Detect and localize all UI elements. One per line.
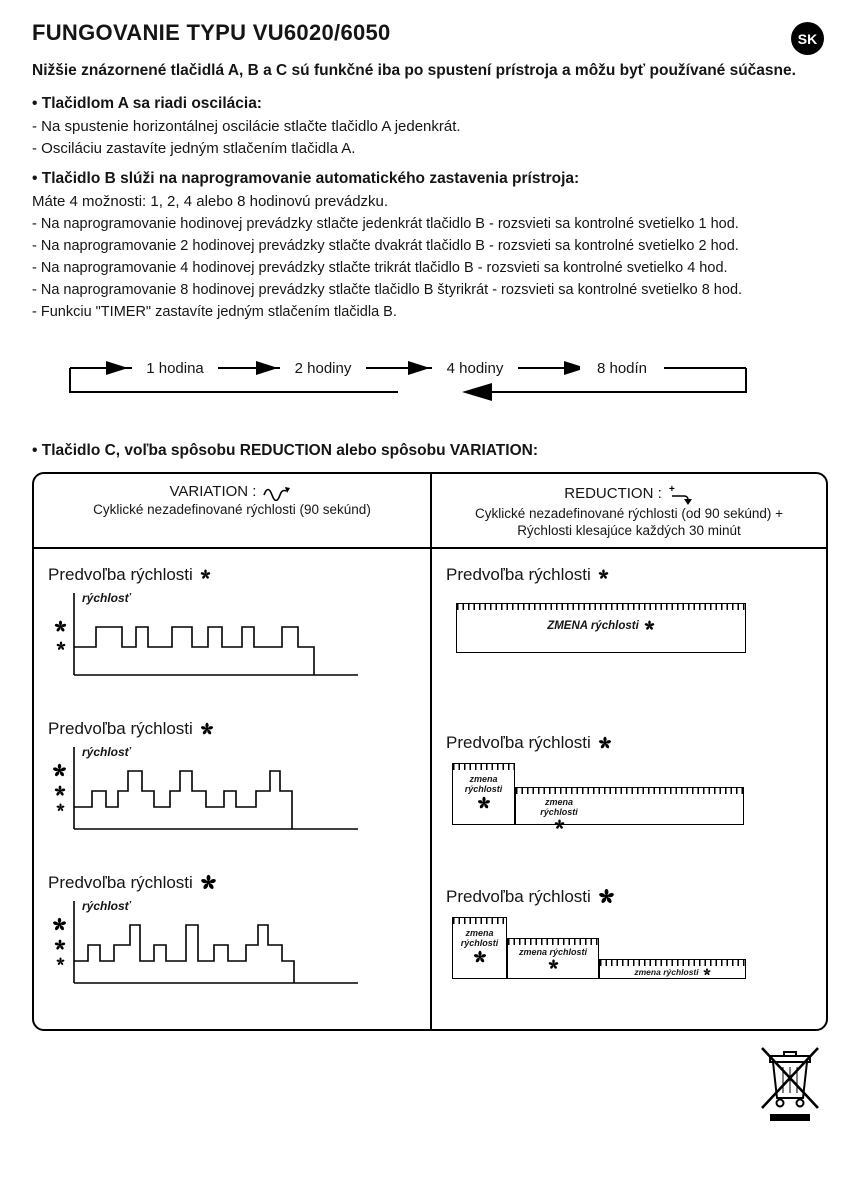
zone-box	[452, 917, 507, 979]
reduction-subtitle: Cyklické nezadefinované rýchlosti (od 90 sekúnd) +	[474, 505, 784, 521]
page-title: FUNGOVANIE TYPU VU6020/6050	[32, 20, 391, 45]
reduction-row-1	[432, 557, 826, 711]
fan-icon	[477, 796, 491, 810]
zone-box	[599, 959, 746, 979]
section-a-line: - Osciláciu zastavíte jedným stlačením tlačidla A.	[32, 140, 356, 158]
speed-change-comb	[516, 788, 743, 794]
speed-change-comb	[453, 918, 506, 924]
zone-label: zmena rýchlosti	[600, 967, 745, 977]
reduction-diagram	[452, 917, 812, 979]
fan-icon	[54, 785, 65, 796]
fan-icon	[200, 569, 211, 580]
section-b-line: - Na naprogramovanie 2 hodinovej prevádzky stlačte dvakrát tlačidlo B - rozsvieti sa kontrolné svetielko 2 hod.	[32, 237, 739, 254]
axis-label: rýchlosť	[82, 590, 131, 605]
speed-preset-label: Predvoľba rýchlosti	[48, 719, 430, 739]
variation-row-2	[34, 711, 430, 865]
variation-title: VARIATION :	[169, 483, 257, 501]
fan-icon	[473, 950, 487, 964]
speed-change-comb	[453, 764, 514, 770]
section-b-line: - Na naprogramovanie 8 hodinovej prevádzky stlačte tlačidlo B štyrikrát - rozsvieti sa kontrolné svetielko 8 hod.	[32, 281, 743, 298]
zone-box	[452, 763, 515, 825]
timer-cycle-diagram	[58, 352, 758, 406]
timer-label: 4 hodiny	[446, 359, 504, 377]
fan-icon	[598, 736, 612, 750]
speed-change-comb	[457, 604, 745, 610]
fan-icon	[703, 968, 711, 976]
speed-change-comb	[508, 939, 598, 945]
section-a-line: - Na spustenie horizontálnej oscilácie stlačte tlačidlo A jedenkrát.	[32, 118, 461, 136]
section-b-intro: Máte 4 možnosti: 1, 2, 4 alebo 8 hodinovú prevádzku.	[32, 192, 389, 210]
section-a-heading: • Tlačidlom A sa riadi oscilácia:	[32, 95, 262, 113]
fan-icon	[56, 641, 65, 650]
fan-icon	[54, 939, 65, 950]
speed-waveform	[74, 771, 292, 829]
fan-icon	[554, 819, 565, 830]
fan-icon	[56, 957, 64, 965]
mode-comparison-table	[32, 472, 828, 1031]
zone-box	[515, 787, 744, 825]
fan-icon	[53, 764, 67, 777]
arrow-left-icon	[462, 383, 492, 401]
fan-icon	[598, 888, 615, 905]
zone-label: zmena rýchlosti	[453, 774, 514, 810]
speed-chart	[48, 589, 368, 689]
zone-label: zmena rýchlosti	[508, 947, 598, 970]
variation-row-3	[34, 865, 430, 1019]
zone-label: zmena rýchlosti	[453, 928, 506, 964]
timer-label: 8 hodín	[596, 359, 648, 377]
section-b-line: - Na naprogramovanie 4 hodinovej prevádzky stlačte trikrát tlačidlo B - rozsvieti sa kontrolné svetielko 4 hod.	[32, 259, 728, 276]
speed-preset-label: Predvoľba rýchlosti	[48, 565, 430, 585]
speed-change-comb	[600, 960, 745, 966]
zone-box	[456, 603, 746, 653]
variation-row-1	[34, 557, 430, 711]
reduction-header	[430, 474, 826, 549]
speed-preset-label: Predvoľba rýchlosti	[48, 873, 430, 893]
reduction-diagram	[452, 763, 812, 825]
axis-label: rýchlosť	[82, 744, 131, 759]
fan-icon	[548, 959, 559, 970]
fan-icon	[56, 803, 64, 811]
timer-label: 1 hodina	[146, 359, 204, 377]
wave-arrow-icon	[262, 483, 294, 501]
variation-subtitle: Cyklické nezadefinované rýchlosti (90 sekúnd)	[93, 501, 371, 517]
timer-label: 2 hodiny	[294, 359, 352, 377]
reduction-row-3	[432, 865, 826, 1019]
section-b-line: - Na naprogramovanie hodinovej prevádzky stlačte jedenkrát tlačidlo B - rozsvieti sa kontrolné svetielko 1 hod.	[32, 215, 739, 232]
speed-waveform	[74, 925, 294, 983]
fan-icon	[200, 874, 217, 891]
speed-waveform	[74, 627, 314, 675]
zone-label: ZMENA rýchlosti	[457, 620, 745, 632]
reduction-column	[430, 549, 826, 1029]
intro-paragraph: Nižšie znázornené tlačidlá A, B a C sú funkčné iba po spustení prístroja a môžu byť používané súčasne.	[32, 62, 796, 79]
reduction-diagram	[452, 601, 812, 653]
reduction-subtitle: Rýchlosti klesajúce každých 30 minút	[517, 523, 741, 539]
fan-icon	[644, 620, 655, 631]
language-badge: SK	[791, 22, 824, 55]
reduction-row-2	[432, 711, 826, 865]
section-c-heading: • Tlačidlo C, voľba spôsobu REDUCTION alebo spôsobu VARIATION:	[32, 441, 538, 459]
fan-icon	[53, 918, 67, 931]
section-b-line: - Funkciu "TIMER" zastavíte jedným stlačením tlačidla B.	[32, 303, 397, 320]
fan-icon	[200, 722, 214, 736]
speed-preset-label: Predvoľba rýchlosti	[446, 887, 826, 907]
section-b-heading: • Tlačidlo B slúži na naprogramovanie automatického zastavenia prístroja:	[32, 169, 580, 187]
crossed-out-wheelie-bin-icon	[758, 1042, 822, 1126]
weee-black-bar	[770, 1114, 810, 1121]
svg-text:+: +	[668, 483, 675, 495]
speed-chart	[48, 897, 368, 997]
zone-label: zmena rýchlosti	[530, 797, 588, 830]
fan-icon	[598, 569, 609, 580]
speed-preset-label: Predvoľba rýchlosti	[446, 565, 826, 585]
variation-header	[34, 474, 430, 549]
variation-column	[34, 549, 430, 1029]
speed-preset-label: Predvoľba rýchlosti	[446, 733, 826, 753]
reduction-title: REDUCTION :	[564, 485, 662, 503]
zone-box	[507, 938, 599, 979]
step-down-arrow-icon	[668, 483, 694, 505]
axis-label: rýchlosť	[82, 898, 131, 913]
fan-icon	[54, 620, 66, 631]
speed-chart	[48, 743, 368, 843]
